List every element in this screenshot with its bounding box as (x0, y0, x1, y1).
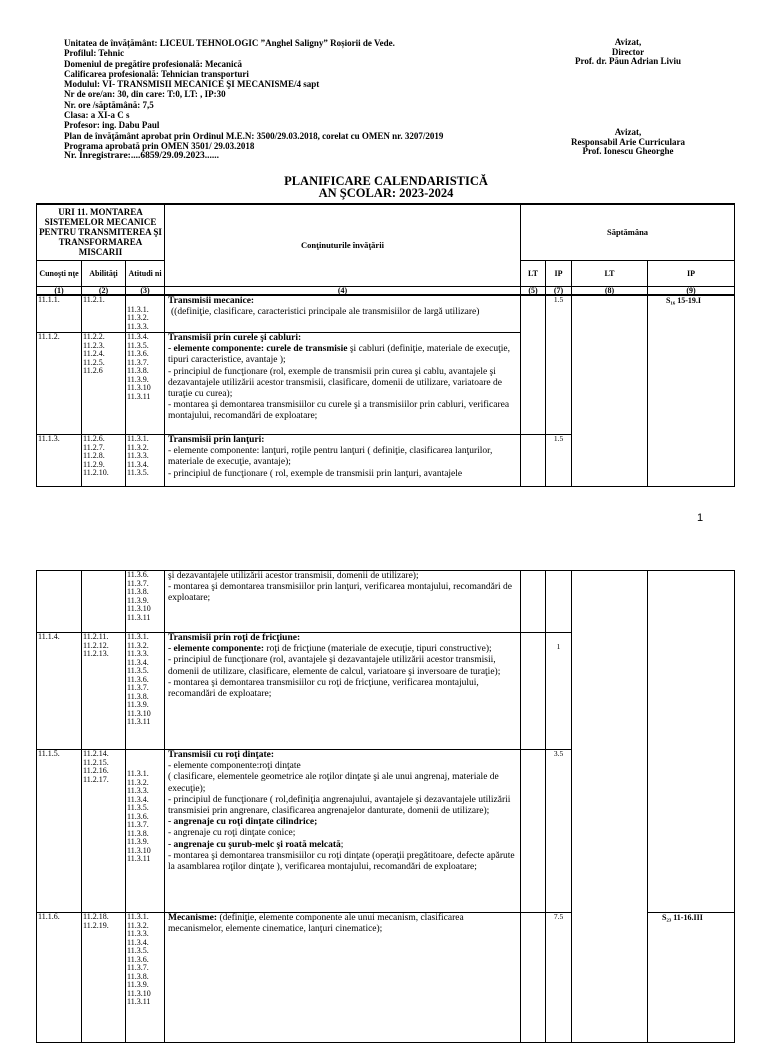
topic-text: - principiul de funcţionare ( rol,definiţia angrenajului, avantajele şi dezavantajele utilizării transmisiei prin angrenare, clasificarea angrenajelor danturate, domenii de utilizare); (168, 794, 511, 817)
knowledge-code (37, 571, 82, 633)
info-line: Programa aprobată prin OMEN 3501/ 29.03.2018 (64, 140, 255, 151)
topic-title: Transmisii prin roţi de fricţiune: (168, 633, 301, 643)
info-line: Unitatea de învățământ: LICEUL TEHNOLOGIC ”Anghel Saligny” Roșiorii de Vede. (64, 38, 395, 48)
info-line: Nr. Inregistrare:....6859/29.09.2023...... (64, 151, 219, 162)
topic-title: Transmisii cu roţi dinţate: (168, 750, 274, 760)
title-line: PLANIFICARE CALENDARISTICĂ (284, 174, 488, 188)
approval-name: Prof. dr. Păun Adrian Liviu (574, 56, 682, 67)
col-number: (7) (546, 286, 572, 295)
ip-hours: 3.5 (546, 750, 572, 913)
topic-text: (definiţie, elemente componente ale unui mecanism, clasificarea mecanismelor, elemente cinematice, lanţuri cinematice); (168, 913, 464, 935)
col-number: (4) (165, 286, 521, 295)
skill-code: 11.2.11. 11.2.12. 11.2.13. (82, 633, 126, 750)
col-number: (3) (126, 286, 165, 295)
ip-hours: 1 (546, 633, 572, 750)
week-cell: S₁₆ 15-19.I (648, 295, 735, 487)
topic-text: - montarea şi demontarea transmisiilor cu curele şi a transmisiilor prin cabluri, verificarea montajului, recomandări de exploatare; (168, 400, 510, 422)
topic-text: roţi de fricţiune (materiale de execuţie, tipuri constructive); (264, 644, 492, 655)
page-number: 1 (697, 512, 704, 524)
attitude-code: 11.3.4. 11.3.5. 11.3.6. 11.3.7. 11.3.8. 11.3.9. 11.3.10 11.3.11 (126, 333, 165, 435)
topic-bold-text: - elemente componente: curele de transmisie (168, 344, 348, 355)
ip-hours: 7.5 (546, 913, 572, 1043)
lt-cell (521, 750, 546, 913)
skills-header: Abilităţi (82, 260, 126, 286)
director-approval (540, 38, 716, 67)
lt-cell (521, 295, 546, 435)
topic-text: ; (340, 839, 344, 850)
skill-code: 11.2.1. (82, 295, 126, 333)
topic-text: şi dezavantajele utilizării acestor transmisii, domenii de utilizare); (168, 571, 419, 581)
lt-week-cell (572, 571, 648, 1043)
planning-table-page2 (36, 570, 735, 1043)
info-line: Domeniul de pregătire profesională: Mecanică (64, 58, 242, 69)
unit-title: URI 11. MONTAREA SISTEMELOR MECANICE PENTRU TRANSMITEREA ŞI TRANSFORMAREA MISCARII (37, 204, 165, 260)
attitudes-header: Atitudi ni (126, 260, 165, 286)
week-cell (648, 571, 735, 913)
attitude-code: 11.3.1. 11.3.2. 11.3.3. 11.3.4. 11.3.5. 11.3.6. 11.3.7. 11.3.8. 11.3.9. 11.3.10 11.3.11 (126, 913, 165, 1043)
topic-title: Mecanisme: (168, 913, 218, 923)
topic-text: ( clasificare, elementele geometrice ale roţilor dinţate şi ale unui angrenaj, materiale de execuţie); (168, 772, 499, 794)
ip2-header: IP (648, 260, 735, 286)
topic-text: - montarea şi demontarea transmisiilor prin lanţuri, verificarea montajului, recomandări de exploatare; (168, 582, 512, 604)
lt-cell (521, 633, 546, 750)
content-cell (165, 571, 521, 633)
content-cell (165, 633, 521, 750)
lt-week-cell (572, 295, 648, 487)
topic-text: şi cabluri (definiţie, materiale de execuţie, tipuri caracteristice, avantaje ); (168, 344, 510, 366)
knowledge-code: 11.1.1. (37, 295, 82, 333)
page-title (0, 175, 768, 199)
lt-cell (521, 571, 546, 633)
skill-code: 11.2.2. 11.2.3. 11.2.4. 11.2.5. 11.2.6 (82, 333, 126, 435)
topic-bold-text: - angrenaje cu roţi dinţate cilindrice; (168, 817, 318, 828)
col-number: (5) (521, 286, 546, 295)
topic-text: - principiul de funcţionare ( rol, exemple de transmisii prin lanţuri, avantajele (168, 468, 463, 479)
attitude-code: 11.3.1. 11.3.2. 11.3.3. 11.3.4. 11.3.5. 11.3.6. 11.3.7. 11.3.8. 11.3.9. 11.3.10 11.3.11 (126, 633, 165, 750)
info-line: Clasa: a XI-a C s (64, 110, 130, 121)
knowledge-code: 11.1.6. (37, 913, 82, 1043)
approval-label: Avizat, (614, 127, 642, 137)
table-row (37, 571, 735, 633)
attitude-code: 11.3.1. 11.3.2. 11.3.3. 11.3.4. 11.3.5. (126, 435, 165, 487)
knowledge-code: 11.1.4. (37, 633, 82, 750)
topic-text: - angrenaje cu roţi dinţate conice; (168, 828, 296, 839)
skill-code: 11.2.14. 11.2.15. 11.2.16. 11.2.17. (82, 750, 126, 913)
school-info (64, 38, 534, 162)
knowledge-header: Cunoşti nţe (37, 260, 82, 286)
knowledge-code: 11.1.5. (37, 750, 82, 913)
topic-bold-text: - angrenaje cu şurub-melc şi roată melcată (168, 839, 341, 850)
table-row (37, 295, 735, 333)
content-cell (165, 913, 521, 1043)
info-line: Profesor: ing. Dabu Paul (64, 120, 160, 131)
content-cell: Transmisii mecanice: ((definiţie, clasificare, caracteristici principale ale transmisiilor de largă utilizare) (165, 295, 521, 333)
week-cell: S₂₃ 11-16.III (648, 913, 735, 1043)
content-cell (165, 435, 521, 487)
topic-text: - elemente componente: lanţuri, roţile pentru lanţuri ( definiţie, clasificarea lanţurilor, materiale de execuţie, avantaje); (168, 446, 493, 468)
topic-text: - elemente componente:roţi dinţate (168, 761, 301, 772)
info-line: Profilul: Tehnic (64, 48, 125, 59)
col-number: (2) (82, 286, 126, 295)
approval-role: Director (611, 46, 645, 57)
info-line: Nr. ore /săptămână: 7,5 (64, 99, 154, 110)
info-line: Calificarea profesională: Tehnician transporturi (64, 68, 249, 79)
topic-title: Transmisii prin lanţuri: (168, 435, 265, 445)
content-header: Conţinuturile învăţării (165, 204, 521, 286)
attitude-code: 11.3.1. 11.3.2. 11.3.3. (126, 295, 165, 333)
attitude-code: 11.3.6. 11.3.7. 11.3.8. 11.3.9. 11.3.10 11.3.11 (126, 571, 165, 633)
info-line: Plan de învăţământ aprobat prin Ordinul M.E.N: 3500/29.03.2018, corelat cu OMEN nr. 3207/2019 (64, 130, 444, 141)
approval-label: Avizat, (614, 37, 642, 47)
topic-text: - principiul de funcţionare (rol, avantajele şi dezavantajele utilizării acestor transmisii, domenii de utilizare, clasificare, elemente de calcul, variatoare şi inversoare de turaţie); (168, 655, 501, 677)
ip-hours: 1.5 (546, 435, 572, 487)
ip-header: IP (546, 260, 572, 286)
attitude-code: 11.3.1. 11.3.2. 11.3.3. 11.3.4. 11.3.5. 11.3.6. 11.3.7. 11.3.8. 11.3.9. 11.3.10 11.3.11 (126, 750, 165, 913)
content-cell (165, 750, 521, 913)
col-number: (1) (37, 286, 82, 295)
approval-role: Responsabil Arie Curriculara (571, 136, 685, 147)
ip-cell (546, 571, 572, 633)
knowledge-code: 11.1.3. (37, 435, 82, 487)
skill-code (82, 571, 126, 633)
topic-text: - montarea şi demontarea transmisiilor cu roţi dinţate (operaţii pregătitoare, defecte apărute la asamblarea roţilor dinţate ), verificarea montajului, recomandări de exploatare; (168, 850, 515, 873)
skill-code: 11.2.18. 11.2.19. (82, 913, 126, 1043)
curriculum-approval (540, 128, 716, 157)
info-line: Modulul: VI- TRANSMISII MECANICE ŞI MECANISME/4 sapt (64, 79, 320, 90)
lt-header: LT (521, 260, 546, 286)
topic-text: - montarea şi demontarea transmisiilor cu roţi de fricţiune, verificarea montajului, recomandări de exploatare; (168, 677, 479, 700)
col-number: (9) (648, 286, 735, 295)
content-cell (165, 333, 521, 435)
week-header: Săptămâna (521, 204, 735, 260)
approval-name: Prof. Ionescu Gheorghe (582, 146, 674, 157)
ip-hours: 1.5 (546, 295, 572, 435)
knowledge-code: 11.1.2. (37, 333, 82, 435)
title-line: AN ŞCOLAR: 2023-2024 (318, 186, 454, 200)
topic-title: Transmisii prin curele şi cabluri: (168, 333, 302, 343)
lt-cell (521, 435, 546, 487)
planning-table-page1 (36, 203, 735, 487)
topic-title: Transmisii mecanice: (168, 295, 255, 306)
topic-text: (definiţie, clasificare, caracteristici principale ale transmisiilor de largă utilizare) (174, 306, 480, 317)
col-number: (8) (572, 286, 648, 295)
topic-text: - principiul de funcţionare (rol, exemple de transmisii prin curea şi cablu, avantajele şi dezavantajele utilizării acestor transmisii, clasificare, domenii de utilizare, variatoare de turaţie cu curea); (168, 366, 502, 400)
lt-cell (521, 913, 546, 1043)
info-line: Nr de ore/an: 30, din care: T:0, LT: , IP:30 (64, 89, 226, 100)
skill-code: 11.2.6. 11.2.7. 11.2.8. 11.2.9. 11.2.10. (82, 435, 126, 487)
lt2-header: LT (572, 260, 648, 286)
topic-bold-text: - elemente componente: (168, 644, 265, 655)
